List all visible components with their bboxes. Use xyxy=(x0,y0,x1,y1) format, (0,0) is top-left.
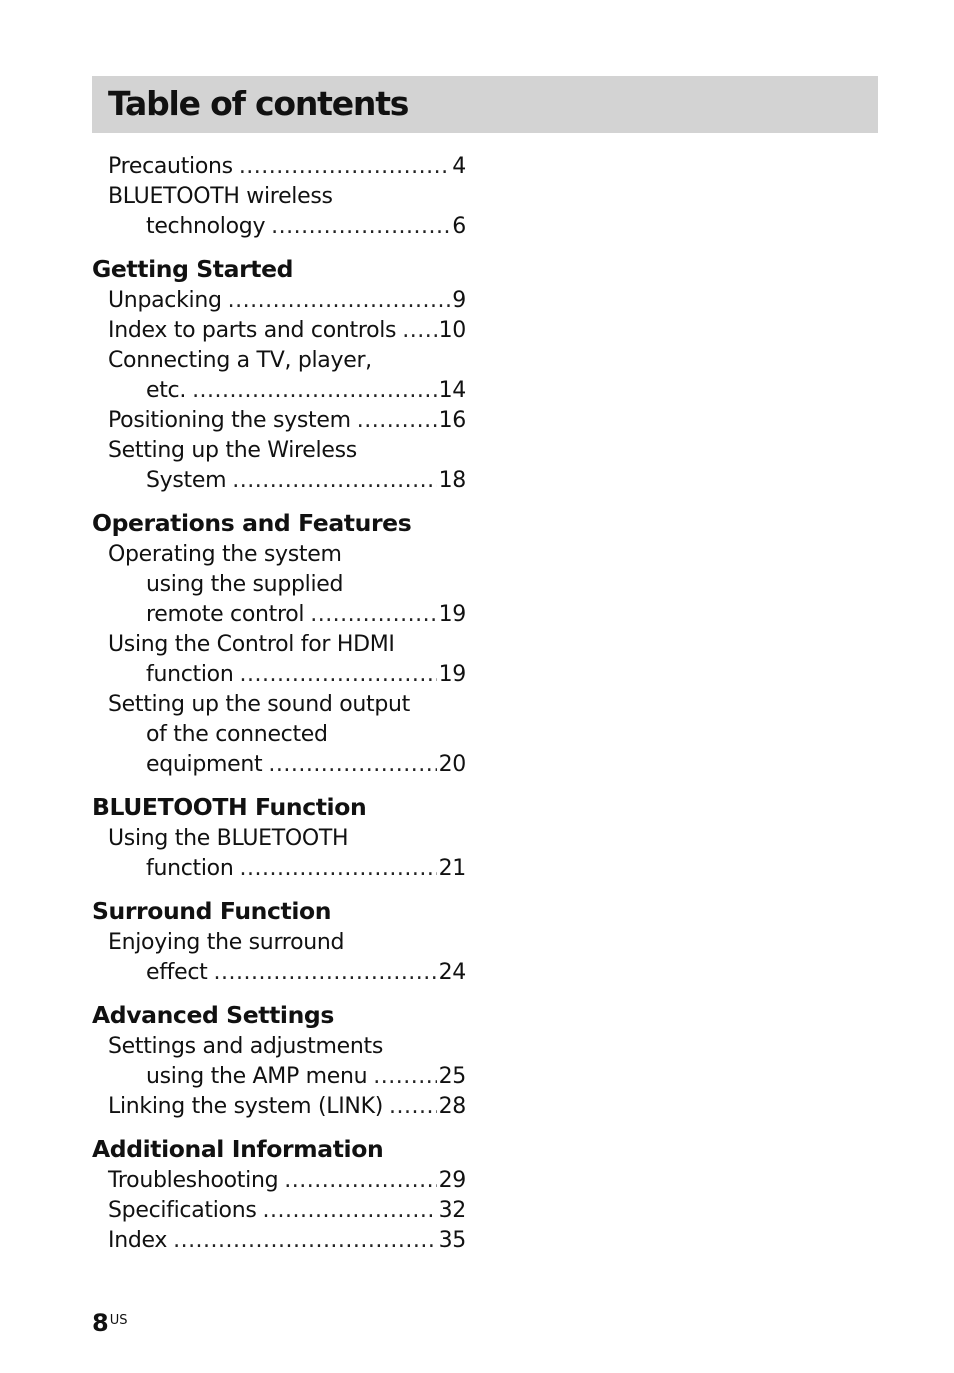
toc-section xyxy=(92,254,466,496)
toc-section xyxy=(92,508,466,780)
toc-entry-text: Troubleshooting xyxy=(108,1168,279,1193)
dot-leader xyxy=(239,854,436,884)
toc-entry[interactable] xyxy=(92,1196,466,1226)
page-number-value: 8 xyxy=(92,1309,109,1337)
dot-leader xyxy=(389,1092,437,1122)
toc-page-number: 9 xyxy=(452,288,466,313)
toc-page-number: 6 xyxy=(452,214,466,239)
dot-leader xyxy=(232,466,436,496)
dot-leader xyxy=(239,152,450,182)
toc-entry-text: remote control xyxy=(146,602,305,627)
toc-entry[interactable] xyxy=(92,316,466,346)
toc-entry-leader-line xyxy=(92,286,466,316)
toc-section xyxy=(92,1134,466,1256)
toc-entry-text: technology xyxy=(146,214,266,239)
dot-leader xyxy=(271,212,450,242)
toc-entry[interactable] xyxy=(92,824,466,884)
dot-leader xyxy=(263,1196,437,1226)
toc-entry-text: of the connected xyxy=(146,722,328,747)
toc-page-number: 19 xyxy=(438,662,466,687)
toc-entry-text: Connecting a TV, player, xyxy=(108,348,372,373)
toc-entry[interactable] xyxy=(92,1092,466,1122)
page-number-suffix: US xyxy=(109,1313,128,1328)
dot-leader xyxy=(402,316,436,346)
toc-entry[interactable] xyxy=(92,436,466,496)
toc-page-number: 4 xyxy=(452,154,466,179)
toc-entry-leader-line xyxy=(92,316,466,346)
toc-entry[interactable] xyxy=(92,286,466,316)
toc-page-number: 28 xyxy=(438,1094,466,1119)
toc-page-number: 14 xyxy=(438,378,466,403)
toc-entry-text: Linking the system (LINK) xyxy=(108,1094,383,1119)
toc-entry-leader-line xyxy=(92,1196,466,1226)
dot-leader xyxy=(228,286,451,316)
toc-section xyxy=(92,792,466,884)
toc-entry-leader-line xyxy=(92,212,466,242)
page-number xyxy=(92,1307,127,1339)
toc-entry-leader-line xyxy=(92,406,466,436)
toc-entry[interactable] xyxy=(92,1226,466,1256)
section-heading: Getting Started xyxy=(92,255,294,283)
toc-entry[interactable] xyxy=(92,690,466,780)
toc-entry-text: Using the BLUETOOTH xyxy=(108,826,349,851)
toc-entry-text: Setting up the Wireless xyxy=(108,438,357,463)
toc-entry-text: Specifications xyxy=(108,1198,257,1223)
toc-entry-leader-line xyxy=(92,958,466,988)
toc-page-number: 18 xyxy=(438,468,466,493)
toc-entry-text: Enjoying the surround xyxy=(108,930,345,955)
section-heading: Surround Function xyxy=(92,897,332,925)
dot-leader xyxy=(213,958,436,988)
toc-entry-text: Settings and adjustments xyxy=(108,1034,383,1059)
section-heading: Additional Information xyxy=(92,1135,384,1163)
toc-entry-text: Index to parts and controls xyxy=(108,318,397,343)
toc-entry-leader-line xyxy=(92,1092,466,1122)
toc-entry-text: Setting up the sound output xyxy=(108,692,410,717)
toc-entry-text: Precautions xyxy=(108,154,233,179)
dot-leader xyxy=(268,750,436,780)
page-title: Table of contents xyxy=(108,84,409,123)
toc-entry[interactable] xyxy=(92,152,466,182)
toc-page-number: 32 xyxy=(438,1198,466,1223)
toc-entry[interactable] xyxy=(92,1166,466,1196)
dot-leader xyxy=(373,1062,436,1092)
dot-leader xyxy=(239,660,436,690)
toc-entry-text: equipment xyxy=(146,752,263,777)
toc-entry[interactable] xyxy=(92,1032,466,1092)
toc-page-number: 10 xyxy=(438,318,466,343)
toc-section xyxy=(92,896,466,988)
toc-entry[interactable] xyxy=(92,630,466,690)
toc-entry-text: using the AMP menu xyxy=(146,1064,368,1089)
toc-entry[interactable] xyxy=(92,182,466,242)
toc-entry-leader-line xyxy=(92,1226,466,1256)
toc-entry[interactable] xyxy=(92,406,466,436)
toc-entry-text: effect xyxy=(146,960,208,985)
toc-entry-text: Operating the system xyxy=(108,542,342,567)
toc-entry-text: Using the Control for HDMI xyxy=(108,632,395,657)
toc-entry-text: etc. xyxy=(146,378,187,403)
toc-entry-text: Index xyxy=(108,1228,168,1253)
dot-leader xyxy=(192,376,437,406)
dot-leader xyxy=(310,600,436,630)
toc-entry-leader-line xyxy=(92,376,466,406)
toc-page-number: 25 xyxy=(438,1064,466,1089)
toc-page-number: 29 xyxy=(438,1168,466,1193)
toc-page-number: 35 xyxy=(438,1228,466,1253)
toc-entry-text: System xyxy=(146,468,227,493)
dot-leader xyxy=(284,1166,436,1196)
toc-entry[interactable] xyxy=(92,540,466,630)
toc-entry-leader-line xyxy=(92,1062,466,1092)
dot-leader xyxy=(173,1226,437,1256)
section-heading: Operations and Features xyxy=(92,509,412,537)
toc-entry-text: Unpacking xyxy=(108,288,222,313)
dot-leader xyxy=(357,406,437,436)
toc-entry[interactable] xyxy=(92,346,466,406)
toc-entry-text: function xyxy=(146,662,234,687)
toc-section xyxy=(92,1000,466,1122)
toc-entry-text: function xyxy=(146,856,234,881)
toc-entry-text: BLUETOOTH wireless xyxy=(108,184,333,209)
toc-entry-leader-line xyxy=(92,660,466,690)
toc-entry-leader-line xyxy=(92,466,466,496)
toc-entry-text: using the supplied xyxy=(146,572,344,597)
toc-page-number: 24 xyxy=(438,960,466,985)
toc-section xyxy=(92,152,466,242)
toc-page-number: 19 xyxy=(438,602,466,627)
section-heading: BLUETOOTH Function xyxy=(92,793,367,821)
toc-entry[interactable] xyxy=(92,928,466,988)
toc-page-number: 16 xyxy=(438,408,466,433)
toc-page-number: 21 xyxy=(438,856,466,881)
toc-entry-leader-line xyxy=(92,750,466,780)
toc-entry-leader-line xyxy=(92,854,466,884)
section-heading: Advanced Settings xyxy=(92,1001,334,1029)
toc-entry-leader-line xyxy=(92,1166,466,1196)
title-bar xyxy=(92,76,878,133)
toc-page-number: 20 xyxy=(438,752,466,777)
table-of-contents xyxy=(92,152,466,1256)
toc-entry-text: Positioning the system xyxy=(108,408,351,433)
toc-entry-leader-line xyxy=(92,600,466,630)
toc-entry-leader-line xyxy=(92,152,466,182)
